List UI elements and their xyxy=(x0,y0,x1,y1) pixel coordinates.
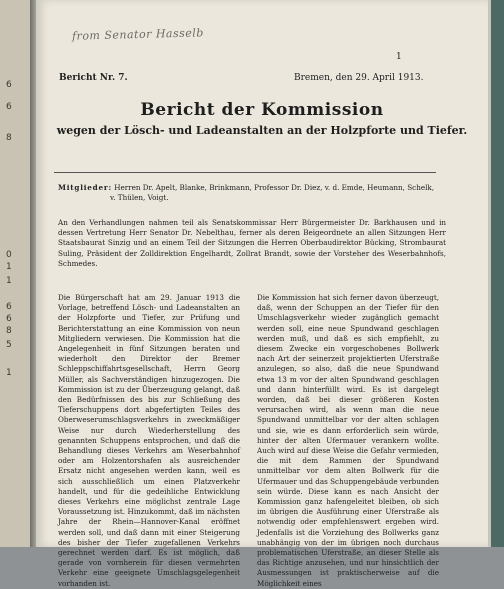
left-page-number: 6 xyxy=(6,80,12,90)
left-page-number: 1 xyxy=(6,276,12,286)
left-page-numbers xyxy=(0,0,26,547)
members-paragraph xyxy=(58,183,443,203)
dateline: Bremen, den 29. April 1913. xyxy=(294,73,424,83)
members-list-continued: v. Thülen, Voigt. xyxy=(110,193,169,202)
left-page-number: 5 xyxy=(6,340,12,350)
intro-paragraph: An den Verhandlungen nahmen teil als Senatskommissar Herr Bürgermeister Dr. Barkhausen und in dessen Vertretung Herr Senator Dr. Nebelthau, ferner als deren Beigeordnete an allen Sitzungen Herr Staatsbaurat Sinzig und an einem Teil der Sitzungen die Herren Oberbaudirektor Bücking, Strombaurat Suling, Präsident der Zolldirektion Engelhardt, Zollrat Brandt, sowie der Vorsteher des Weserbahnhofs, Schmedes. xyxy=(58,218,446,268)
handwritten-note: from Senator Hasselb xyxy=(71,26,205,43)
divider xyxy=(54,172,436,173)
page-number: 1 xyxy=(396,52,402,62)
left-page-number: 8 xyxy=(6,133,12,143)
members-list: Herren Dr. Apelt, Blanke, Brinkmann, Professor Dr. Diez, v. d. Emde, Heumann, Schelk, xyxy=(114,183,435,192)
report-title: Bericht der Kommission xyxy=(140,100,384,120)
body-column-left: Die Bürgerschaft hat am 29. Januar 1913 die Vorlage, betreffend Lösch- und Ladeanstalten an der Holzpforte und Tiefer, zur Prüfung und Berichterstattung an eine Kommission von neun Mitgliedern verwiesen. Die Kommission hat die Angelegenheit in fünf Sitzungen beraten und wiederholt den Direktor der Bremer Schleppschiffahrtsgesellschaft, Herrn Georg Müller, als Sachverständigen hinzugezogen. Die Kommission ist zu der Überzeugung gelangt, daß den Bedürfnissen des bis zur Schließung des Tieferschuppens dort abgefertigten Teiles des Oberweserumschlagsverkehrs in zweckmäßiger Weise nur durch Wiederherstellung des genannten Schuppens entsprochen, und daß die Behandlung dieses Verkehrs am Weserbahnhof oder am Holzentorshafen als ausreichender Ersatz nicht angesehen werden kann, weil es sich ausschließlich um einen Platzverkehr handelt, und für die gedeihliche Entwicklung dieses Verkehrs eine möglichst zentrale Lage Voraussetzung ist. Hinzukommt, daß im nächsten Jahre der Rhein—Hannover-Kanal eröffnet werden soll, und daß dann mit einer Steigerung des bisher der Tiefer zugefallenen Verkehrs gerechnet werden darf. Es ist möglich, daß gerade von vornherein für diesen vermehrten Verkehr eine geeignete Umschlagsgelegenheit vorhanden ist. xyxy=(58,293,240,588)
body-column-right: Die Kommission hat sich ferner davon überzeugt, daß, wenn der Schuppen an der Tiefer für den Umschlagsverkehr wieder zugänglich gemacht werden soll, eine neue Spundwand geschlagen werden muß, und daß es sich empfiehlt, zu diesem Zwecke ein vorgeschobenes Bollwerk nach Art der seinerzeit projektierten Uferstraße anzulegen, so also, daß die neue Spundwand etwa 13 m vor der alten Spundwand geschlagen und dann hinterfüllt wird. Es ist dargelegt worden, daß bei dieser größeren Kosten verursachen wird, als wenn man die neue Spundwand unmittelbar vor der alten schlagen und sie, wie es dann erforderlich sein würde, hinter der alten Ufermauer verankern wollte. Auch wird auf diese Weise die Gefahr vermieden, die mit dem Rammen der Spundwand unmittelbar vor dem alten Bollwerk für die Ufermauer und das Schuppengebäude verbunden sein würde. Diese kann es nach Ansicht der Kommission ganz hafengeleitet bleiben, ob sich im übrigen die Ausführung einer Uferstraße als notwendig oder empfehlenswert ergeben wird. Jedenfalls ist die Vorziehung des Bollwerks ganz unabhängig von der im übrigen noch durchaus problematischen Uferstraße, an dieser Stelle als das Richtige anzusehen, und nur hinsichtlich der Ausmessungen ist praktischerweise auf die Möglichkeit eines xyxy=(257,293,440,588)
binding-edge xyxy=(488,0,504,547)
left-page-number: 6 xyxy=(6,102,12,112)
members-label: Mitglieder: xyxy=(58,183,112,192)
left-page xyxy=(0,0,32,547)
left-page-number: 1 xyxy=(6,262,12,272)
report-number: Bericht Nr. 7. xyxy=(59,73,128,83)
left-page-number: 6 xyxy=(6,302,12,312)
left-page-number: 8 xyxy=(6,326,12,336)
report-subtitle: wegen der Lösch- und Ladeanstalten an der Holzpforte und Tiefer. xyxy=(56,124,468,137)
left-page-number: 0 xyxy=(6,250,12,260)
left-page-number: 1 xyxy=(6,368,12,378)
left-page-number: 6 xyxy=(6,314,12,324)
document-page xyxy=(36,0,488,588)
